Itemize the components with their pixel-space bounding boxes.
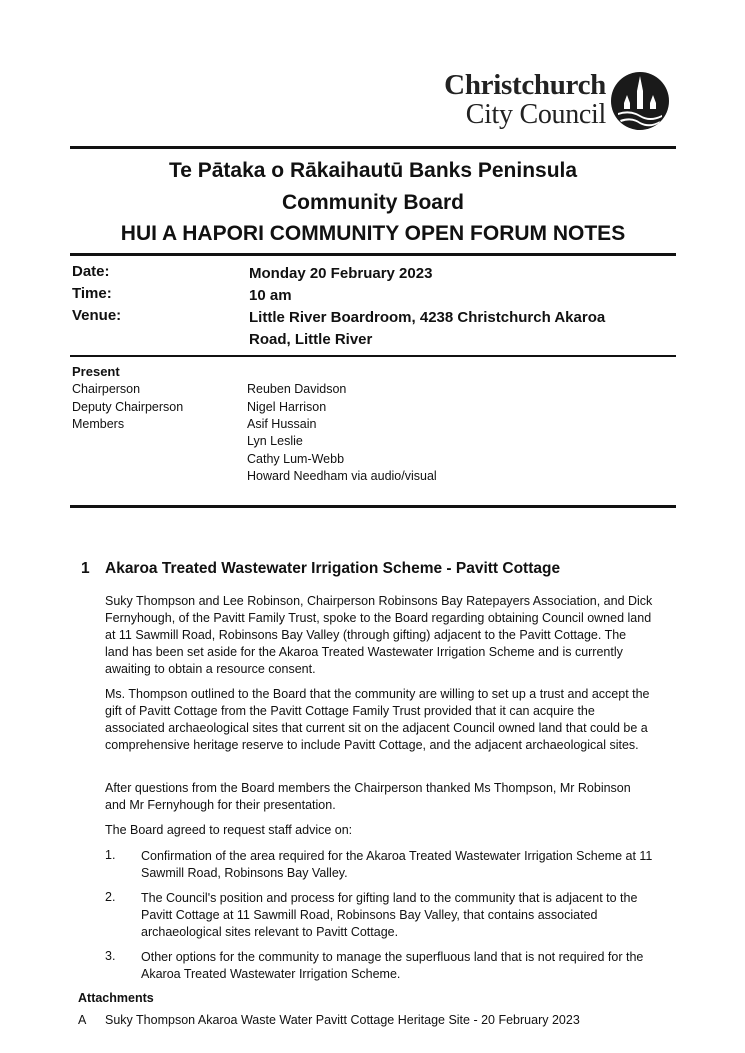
title-rule	[70, 253, 676, 256]
logo-line-2: City Council	[465, 99, 606, 130]
list-item-text: The Council's position and process for gifting land to the community that is adjacent to the Pavitt Cottage at 11 Sawmill Road, Robinsons Bay Valley, that contains associated archaeological sites relevant to Pavitt Cottage.	[141, 891, 638, 939]
attachment-letter: A	[78, 1013, 87, 1027]
attachments-heading: Attachments	[78, 991, 154, 1005]
item-paragraph-3: After questions from the Board members the Chairperson thanked Ms Thompson, Mr Robinson and Mr Fernyhough for their presentation.	[105, 781, 631, 812]
person-name: Nigel Harrison	[247, 400, 327, 414]
logo-line-1: Christchurch	[444, 69, 606, 101]
cathedral-emblem-icon	[610, 71, 670, 131]
person-name: Reuben Davidson	[247, 382, 347, 396]
list-number: 1.	[105, 848, 116, 862]
person-name: Lyn Leslie	[247, 434, 303, 448]
list-item-text: Confirmation of the area required for the Akaroa Treated Wastewater Irrigation Scheme at 11 Sawmill Road, Robinsons Bay Valley.	[141, 849, 653, 880]
present-heading: Present	[72, 364, 120, 379]
item-title: Akaroa Treated Wastewater Irrigation Scheme - Pavitt Cottage	[105, 560, 561, 577]
venue-value: Little River Boardroom, 4238 Christchurch Akaroa Road, Little River	[249, 309, 606, 348]
item-number: 1	[81, 560, 90, 577]
date-value: Monday 20 February 2023	[249, 265, 433, 282]
item-paragraph-1: Suky Thompson and Lee Robinson, Chairperson Robinsons Bay Ratepayers Association, and Dick Fernyhough, of the Pavitt Family Trust, spoke to the Board regarding obtaining Council owned land at 11 Sawmill Road, Robinsons Bay Valley (through gifting) adjacent to the Pavitt Cottage. The land has been set aside for the Akaroa Treated Wastewater Irrigation Scheme and is currently awaiting to obtain a resource consent.	[105, 594, 653, 676]
present-rule	[70, 505, 676, 508]
title-line-2: Community Board	[281, 190, 464, 214]
venue-label: Venue:	[72, 307, 122, 324]
meta-rule	[70, 355, 676, 357]
role-deputy-chairperson: Deputy Chairperson	[72, 400, 184, 414]
list-number: 3.	[105, 949, 116, 963]
title-line-3: HUI A HAPORI COMMUNITY OPEN FORUM NOTES	[120, 222, 626, 245]
person-name: Howard Needham via audio/visual	[247, 469, 437, 483]
time-value: 10 am	[249, 287, 292, 304]
title-line-1: Te Pātaka o Rākaihautū Banks Peninsula	[168, 159, 578, 182]
header-rule-top	[70, 146, 676, 149]
date-label: Date:	[72, 263, 110, 280]
page-title	[70, 155, 676, 250]
role-members: Members	[72, 417, 125, 431]
person-name: Cathy Lum-Webb	[247, 452, 345, 466]
list-item-text: Other options for the community to manage the superfluous land that is not required for the Akaroa Treated Wastewater Irrigation Scheme.	[141, 950, 644, 981]
logo-wordmark	[414, 70, 606, 130]
role-chairperson: Chairperson	[72, 382, 141, 396]
item-paragraph-4: The Board agreed to request staff advice on:	[105, 823, 353, 837]
council-logo	[414, 70, 672, 132]
time-label: Time:	[72, 285, 112, 302]
person-name: Asif Hussain	[247, 417, 317, 431]
attachment-link[interactable]: Suky Thompson Akaroa Waste Water Pavitt Cottage Heritage Site - 20 February 2023	[105, 1013, 580, 1027]
item-paragraph-2: Ms. Thompson outlined to the Board that the community are willing to set up a trust and accept the gift of Pavitt Cottage from the Pavitt Cottage Family Trust provided that it can acquire the associated archaeological sites that current sit on the adjacent Council owned land that could be a comprehensive heritage reserve to include Pavitt Cottage, and the adjacent archaeological sites.	[105, 687, 650, 752]
list-number: 2.	[105, 890, 116, 904]
